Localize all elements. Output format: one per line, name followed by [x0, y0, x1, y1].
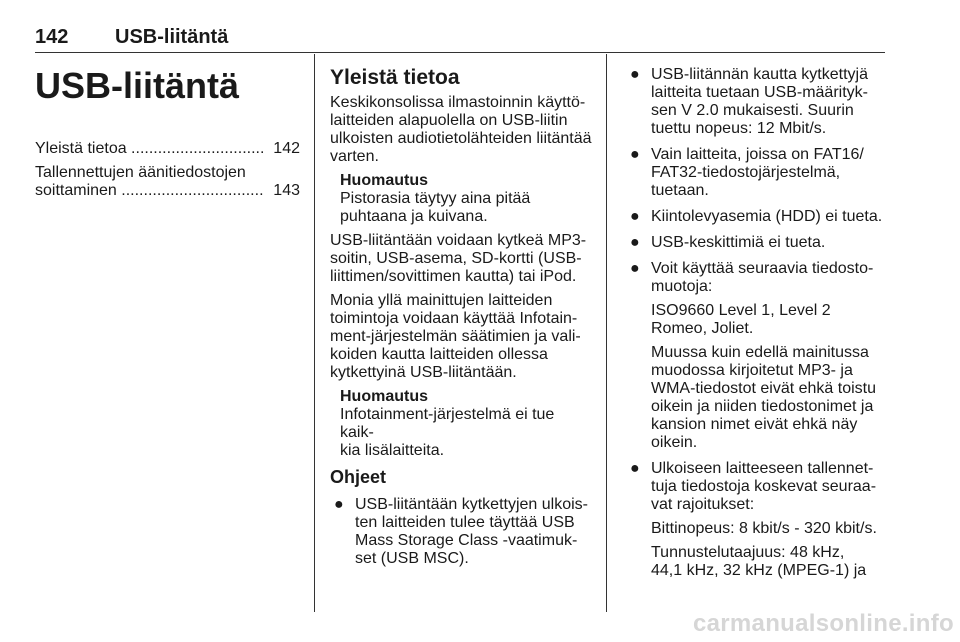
bullet-icon: ●	[630, 260, 640, 277]
list-item: ● USB-keskittimiä ei tueta.	[630, 234, 826, 251]
column-divider	[314, 54, 315, 612]
right-column	[626, 66, 888, 588]
page-number: 142	[35, 26, 69, 48]
note-text: Pistorasia täytyy aina pitää puhtaana ja kuivana.	[340, 190, 531, 225]
watermark: carmanualsonline.info	[692, 610, 954, 637]
toc-entry[interactable]	[35, 164, 300, 200]
bullet-list	[330, 496, 592, 568]
running-title: USB-liitäntä	[115, 26, 229, 48]
list-item: ● Vain laitteita, joissa on FAT16/ FAT32-tiedostojärjestelmä, tuetaan.	[630, 146, 864, 199]
bullet-icon: ●	[630, 146, 640, 163]
list-item: ● Voit käyttää seuraavia tiedosto- muotoja: ISO9660 Level 1, Level 2 Romeo, Joliet. Muussa kuin edellä mainitussa muodossa kirjoitetut MP3- ja WMA-tiedostot eivät ehkä toistu oikein ja niiden tiedostonimet ja kansion nimet eivät ehkä näy oikein.	[626, 260, 888, 452]
list-item-detail: Bittinopeus: 8 kbit/s - 320 kbit/s.	[651, 520, 877, 537]
toc-entry-page: 142	[273, 140, 300, 157]
bullet-icon: ●	[630, 208, 640, 225]
toc-entry-label: Yleistä tietoa ..............................	[35, 140, 265, 157]
left-column	[35, 66, 300, 206]
bullet-icon: ●	[630, 460, 640, 477]
toc-entry-page: 143	[273, 182, 300, 199]
list-item: ● Ulkoiseen laitteeseen tallennet- tuja tiedostoja koskevat seuraa- vat rajoitukset: Bittinopeus: 8 kbit/s - 320 kbit/s. Tunnustelutaajuus: 48 kHz, 44,1 kHz, 32 kHz (MPEG-1) ja	[626, 460, 888, 580]
paragraph: USB-liitäntään voidaan kytkeä MP3- soitin, USB-asema, SD-kortti (USB- liittimen/sovittimen kautta) tai iPod.	[330, 232, 587, 285]
note-box	[340, 172, 592, 226]
list-item: ● USB-liitännän kautta kytkettyjä laitteita tuetaan USB-määrityk- sen V 2.0 mukaisesti. Suurin tuettu nopeus: 12 Mbit/s.	[630, 66, 868, 137]
paragraph: Keskikonsolissa ilmastoinnin käyttö- laitteiden alapuolella on USB-liitin ulkoisten audiotietolähteiden liitäntää varten.	[330, 94, 592, 165]
toc-entry[interactable]	[35, 140, 300, 158]
bullet-icon: ●	[630, 234, 640, 251]
toc-entry-label-cont: soittaminen ................................	[35, 182, 264, 199]
list-item: ● USB-liitäntään kytkettyjen ulkois- ten laitteiden tulee täyttää USB Mass Storage Class -vaatimuk- set (USB MSC).	[334, 496, 588, 567]
list-item-detail: Tunnustelutaajuus: 48 kHz, 44,1 kHz, 32 kHz (MPEG-1) ja	[651, 544, 867, 579]
column-divider	[606, 54, 607, 612]
list-item: ● Kiintolevyasemia (HDD) ei tueta.	[630, 208, 883, 225]
page-header	[35, 26, 885, 53]
bullet-icon: ●	[334, 496, 344, 513]
middle-column	[330, 66, 592, 576]
chapter-title: USB-liitäntä	[35, 65, 240, 106]
list-item-detail: Muussa kuin edellä mainitussa muodossa kirjoitetut MP3- ja WMA-tiedostot eivät ehkä toistu oikein ja niiden tiedostonimet ja kansion nimet eivät ehkä näy oikein.	[651, 344, 876, 451]
bullet-icon: ●	[630, 66, 640, 83]
note-label: Huomautus	[340, 172, 428, 189]
section-heading: Yleistä tietoa	[330, 66, 460, 89]
bullet-list	[626, 66, 888, 580]
list-item-detail: ISO9660 Level 1, Level 2 Romeo, Joliet.	[651, 302, 831, 337]
note-text: Infotainment-järjestelmä ei tue kaik- kia lisälaitteita.	[340, 406, 555, 459]
note-box	[340, 388, 592, 460]
note-label: Huomautus	[340, 388, 428, 405]
subsection-heading: Ohjeet	[330, 467, 387, 487]
paragraph: Monia yllä mainittujen laitteiden toimintoja voidaan käyttää Infotain- ment-järjestelmän säätimien ja vali- koiden kautta laitteiden ollessa kytkettyinä USB-liitäntään.	[330, 292, 581, 381]
toc-entry-label: Tallennettujen äänitiedostojen	[35, 164, 246, 181]
